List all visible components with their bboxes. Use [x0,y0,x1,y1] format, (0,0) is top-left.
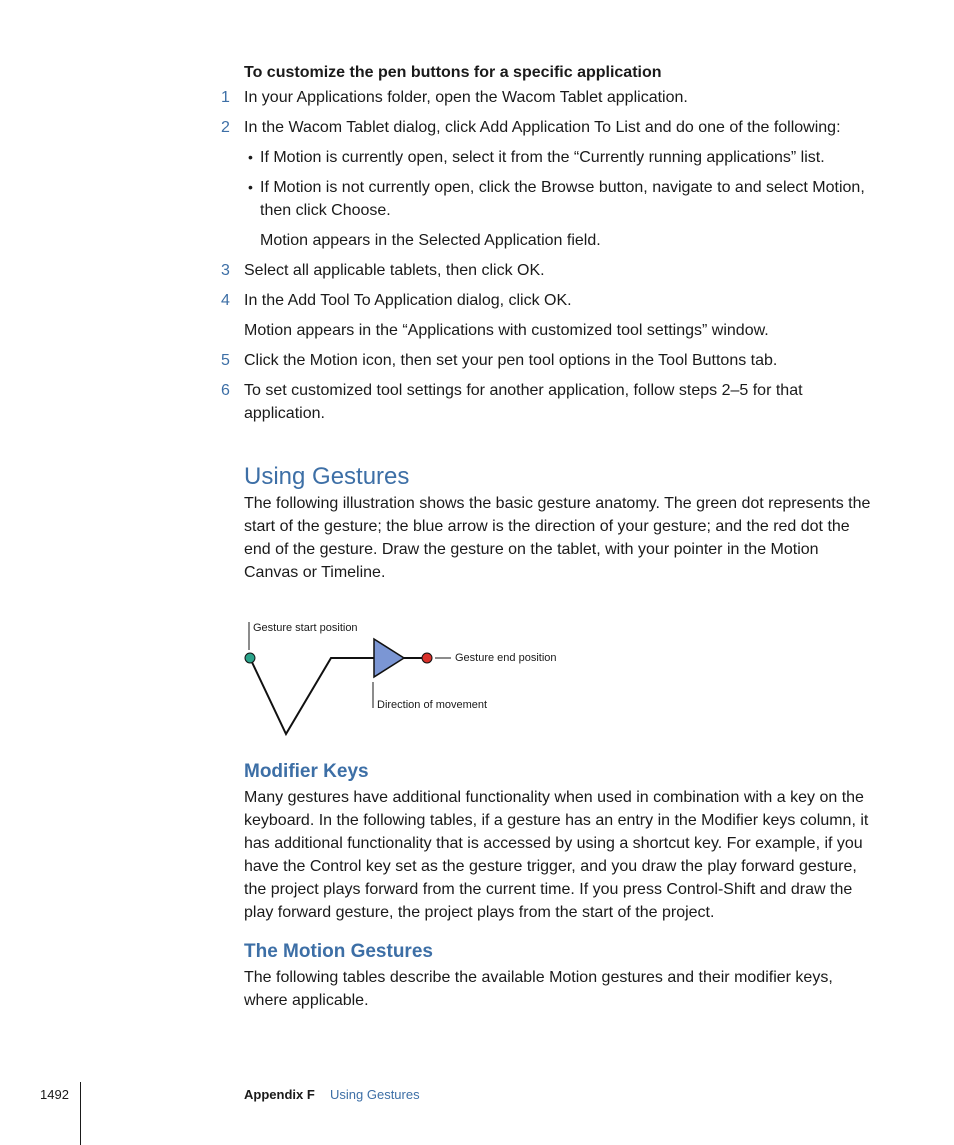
bullet-marker: • [248,179,253,195]
step-text: Select all applicable tablets, then click OK. [244,262,545,279]
bullet-text: If Motion is currently open, select it from the “Currently running applications” list. [260,149,825,166]
direction-arrow [374,639,404,677]
step-number: 6 [221,382,230,399]
end-label: Gesture end position [455,652,557,664]
step-number: 3 [221,262,230,279]
motion-gestures-heading: The Motion Gestures [244,941,433,962]
bullet-note: Motion appears in the Selected Application field. [260,232,601,249]
step-number: 5 [221,352,230,369]
section-intro: The following illustration shows the basic gesture anatomy. The green dot represents the start of the gesture; the blue arrow is the direction of your gesture; and the red dot the end of the gesture. Draw the gesture on the tablet, with your pointer in the Motion Canvas or Timeline. [244,495,871,581]
step-text: In the Wacom Tablet dialog, click Add Application To List and do one of the following: [244,119,841,136]
step-note: Motion appears in the “Applications with customized tool settings” window. [244,322,769,339]
start-dot [245,653,255,663]
footer-chapter-title: Using Gestures [330,1087,420,1102]
start-label: Gesture start position [253,622,358,634]
gesture-diagram [236,612,596,742]
modifier-keys-text: Many gestures have additional functionality when used in combination with a key on the keyboard. In the following tables, if a gesture has an entry in the Modifier keys column, it has additional functionality that is accessed by using a shortcut key. For example, if you have the Control key set as the gesture trigger, and you draw the play forward gesture, the project plays forward from the current time. If you press Control-Shift and draw the play forward gesture, the project plays from the start of the project. [244,789,869,921]
page-number: 1492 [40,1087,69,1102]
footer-appendix: Appendix F [244,1087,315,1102]
motion-gestures-text: The following tables describe the available Motion gestures and their modifier keys, where applicable. [244,969,833,1009]
bullet-marker: • [248,149,253,165]
step-number: 2 [221,119,230,136]
end-dot [422,653,432,663]
gesture-path [250,658,376,734]
bullet-text: If Motion is not currently open, click the Browse button, navigate to and select Motion, then click Choose. [260,179,865,219]
step-text: In the Add Tool To Application dialog, click OK. [244,292,572,309]
direction-label: Direction of movement [377,699,488,711]
footer-divider [80,1082,81,1145]
step-number: 1 [221,89,230,106]
step-text: In your Applications folder, open the Wacom Tablet application. [244,89,688,106]
section-title: Using Gestures [244,463,410,490]
modifier-keys-heading: Modifier Keys [244,761,369,782]
step-text: Click the Motion icon, then set your pen tool options in the Tool Buttons tab. [244,352,778,369]
step-number: 4 [221,292,230,309]
step-text: To set customized tool settings for another application, follow steps 2–5 for that application. [244,382,803,422]
procedure-heading: To customize the pen buttons for a specific application [244,64,662,81]
